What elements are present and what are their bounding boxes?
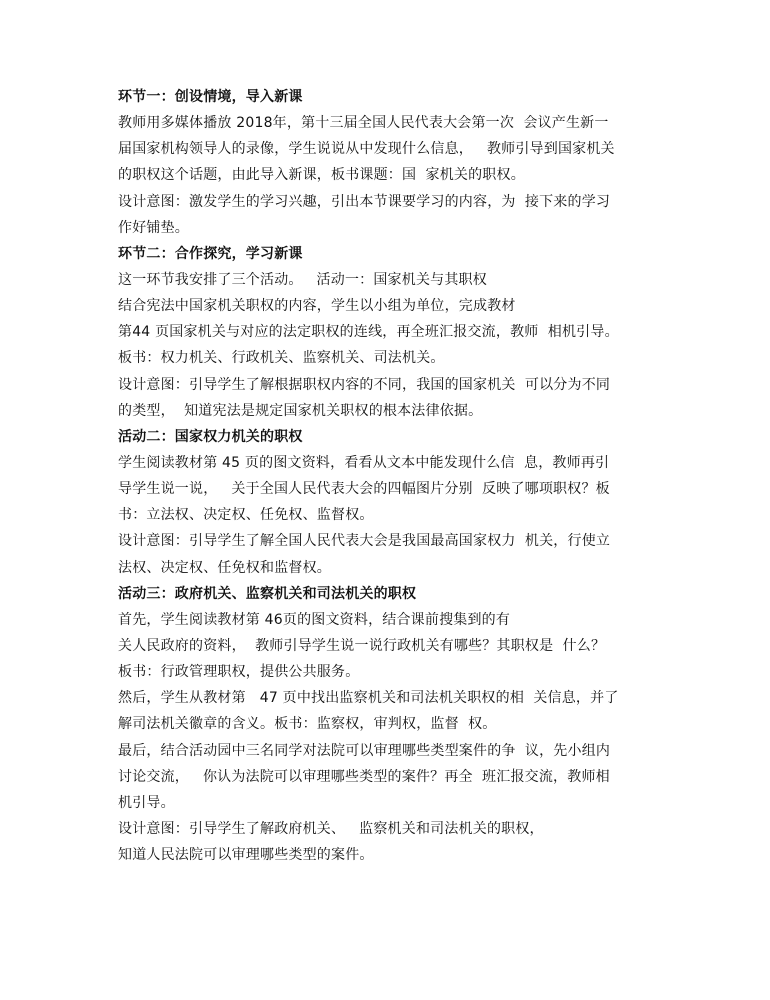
text-line: 然后，学生从教材第 47 页中找出监察机关和司法机关职权的相 关信息，并了: [118, 690, 619, 707]
text-line: 板书：行政管理职权，提供公共服务。: [118, 664, 360, 681]
text-line: 设计意图：引导学生了解根据职权内容的不同，我国的国家机关 可以分为不同: [118, 376, 611, 393]
text-line: 知道人民法院可以审理哪些类型的案件。: [118, 847, 374, 864]
text-line: 结合宪法中国家机关职权的内容，学生以小组为单位，完成教材: [118, 298, 516, 315]
document-page: [118, 84, 663, 868]
text-line: 设计意图：引导学生了解全国人民代表大会是我国最高国家权力 机关，行使立: [118, 533, 611, 550]
text-line: 作好铺垫。: [118, 219, 189, 236]
text-line: 讨论交流， 你认为法院可以审理哪些类型的案件？再全 班汇报交流，教师相: [118, 768, 610, 785]
section-heading: 环节二：合作探究，学习新课: [118, 245, 303, 262]
text-line: 的职权这个话题，由此导入新课，板书课题：国 家机关的职权。: [118, 167, 525, 184]
text-line: 解司法机关徽章的含义。板书：监察权，审判权，监督 权。: [118, 716, 497, 733]
section-heading: 活动二：国家权力机关的职权: [118, 428, 303, 445]
text-line: 关人民政府的资料， 教师引导学生说一说行政机关有哪些？其职权是 什么？: [118, 637, 606, 654]
text-line: 法权、决定权、任免权和监督权。: [118, 559, 331, 576]
text-line: 届国家机构领导人的录像，学生说说从中发现什么信息， 教师引导到国家机关: [118, 141, 615, 158]
text-line: 第44 页国家机关与对应的法定职权的连线，再全班汇报交流，教师 相机引导。: [118, 324, 619, 341]
text-line: 最后，结合活动园中三名同学对法院可以审理哪些类型案件的争 议，先小组内: [118, 742, 611, 759]
text-line: 板书：权力机关、行政机关、监察机关、司法机关。: [118, 350, 445, 367]
section-heading: 环节一：创设情境，导入新课: [118, 89, 303, 105]
text-line: 首先，学生阅读教材第 46页的图文资料，结合课前搜集到的有: [118, 611, 511, 628]
section-heading: 活动三：政府机关、监察机关和司法机关的职权: [118, 585, 417, 602]
text-line: 的类型， 知道宪法是规定国家机关职权的根本法律依据。: [118, 402, 483, 419]
text-line: 设计意图：激发学生的学习兴趣，引出本节课要学习的内容，为 接下来的学习: [118, 193, 611, 210]
text-line: 书：立法权、决定权、任免权、监督权。: [118, 507, 374, 524]
text-line: 机引导。: [118, 794, 175, 811]
text-line: 导学生说一说， 关于全国人民代表大会的四幅图片分别 反映了哪项职权？板: [118, 481, 610, 498]
text-line: 这一环节我安排了三个活动。 活动一：国家机关与其职权: [118, 271, 487, 288]
text-line: 学生阅读教材第 45 页的图文资料，看看从文本中能发现什么信 息，教师再引: [118, 454, 610, 471]
text-line: 教师用多媒体播放 2018年，第十三届全国人民代表大会第一次 会议产生新一: [118, 115, 609, 132]
text-line: 设计意图：引导学生了解政府机关、 监察机关和司法机关的职权，: [118, 820, 544, 837]
